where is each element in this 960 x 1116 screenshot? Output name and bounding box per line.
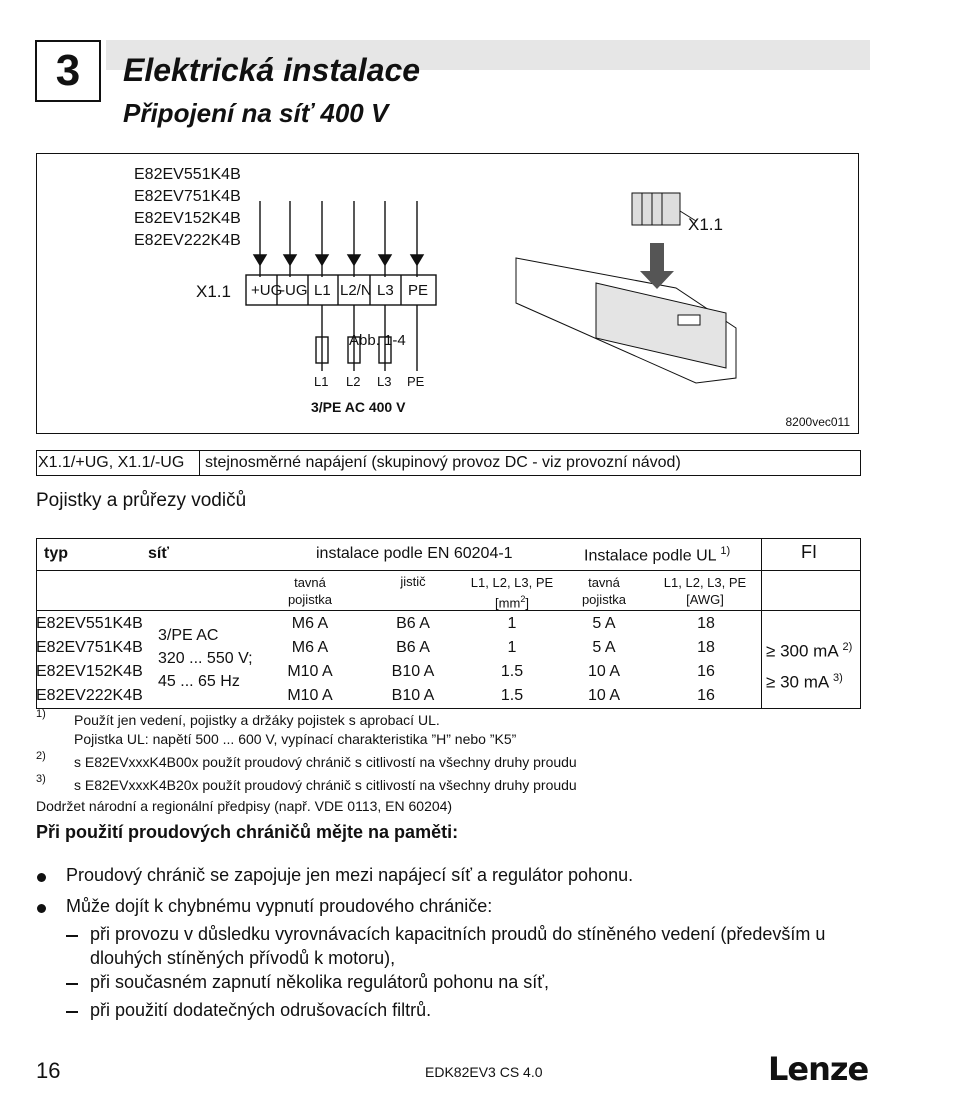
footnote-number: 3): [36, 773, 46, 785]
type-cell: E82EV751K4B: [36, 639, 143, 656]
connector-ref: X1.1: [688, 215, 723, 234]
network-line: 320 ... 550 V;: [158, 650, 253, 667]
footnote-text: s E82EVxxxK4B20x použít proudový chránič s citlivostí na všechny druhy proudu: [74, 777, 577, 793]
rcd-bullet: Může dojít k chybnému vypnutí proudového chrániče:: [66, 896, 493, 916]
phase-label: L2: [346, 374, 361, 389]
header-network: síť: [148, 545, 170, 562]
bullet-icon: [37, 873, 46, 882]
connector-name: X1.1: [196, 282, 231, 301]
subheader-ul-unit: [AWG]: [686, 592, 724, 607]
ul-fuse-column: [564, 612, 644, 708]
dash-icon: [66, 1011, 78, 1013]
terminal-label: PE: [408, 282, 429, 299]
fi-value: 30 mA: [780, 672, 829, 692]
phase-label: L3: [377, 374, 392, 389]
network-line: 45 ... 65 Hz: [158, 673, 240, 690]
rcd-bullet: Proudový chránič se zapojuje jen mezi napájecí síť a regulátor pohonu.: [66, 865, 634, 885]
fuse-cell: M6 A: [291, 615, 329, 632]
awg-cell: 16: [697, 687, 715, 704]
subheader-en-breaker: jistič: [400, 574, 426, 589]
figure-id: 8200vec011: [785, 415, 850, 429]
subheader-ul-section-text: L1, L2, L3, PE: [663, 575, 747, 590]
subheader-en-section-text: L1, L2, L3, PE: [470, 575, 554, 590]
mm2-cell: 1.5: [500, 687, 524, 704]
ul-fuse-cell: 5 A: [592, 639, 616, 656]
device-label: E82EV551K4B: [134, 166, 241, 183]
footnote-text: s E82EVxxxK4B00x použít proudový chránič s citlivostí na všechny druhy proudu: [74, 754, 577, 770]
mm2-cell: 1.5: [500, 663, 524, 680]
breaker-cell: B10 A: [391, 663, 435, 680]
terminal-label: +UG: [251, 282, 283, 299]
footnote-text: Použít jen vedení, pojistky a držáky pojistek s aprobací UL.: [74, 712, 440, 728]
gte-symbol: ≥: [766, 641, 776, 661]
terminal-label: L2/N: [340, 282, 372, 299]
rcd-dash-item-cont: dlouhých stíněných přívodů k motoru),: [90, 948, 396, 968]
terminal-note-key: X1.1/+UG, X1.1/-UG: [36, 450, 200, 476]
fi-sup: 2): [842, 641, 853, 653]
phase-label: L1: [314, 374, 329, 389]
unit-close: ]: [525, 595, 529, 611]
header-fi: FI: [801, 542, 817, 562]
mm2-cell: 1: [507, 615, 517, 632]
awg-cell: 16: [697, 663, 715, 680]
ul-fuse-cell: 10 A: [587, 663, 621, 680]
fuse-cell: M6 A: [291, 639, 329, 656]
network-cell: [158, 624, 253, 693]
chapter-number: 3: [35, 40, 101, 102]
section-title: Pojistky a průřezy vodičů: [36, 490, 247, 511]
fi-cell: [766, 634, 852, 665]
fuse-table: [36, 538, 861, 709]
header-ul-text: Instalace podle UL: [584, 547, 716, 565]
terminal-note-value: stejnosměrné napájení (skupinový provoz DC - viz provozní návod): [205, 454, 681, 471]
network-line: 3/PE AC: [158, 627, 219, 644]
fuse-cell: M10 A: [287, 687, 333, 704]
bullet-icon: [37, 904, 46, 913]
ul-fuse-cell: 5 A: [592, 615, 616, 632]
type-cell: E82EV551K4B: [36, 615, 143, 632]
rcd-title: Při použití proudových chráničů mějte na paměti:: [36, 822, 459, 842]
fi-sup: 3): [833, 671, 843, 684]
rcd-dash-item: při použití dodatečných odrušovacích filtrů.: [90, 1000, 432, 1020]
dash-icon: [66, 983, 78, 985]
chapter-title: Elektrická instalace: [123, 52, 421, 88]
terminal-label: L1: [314, 282, 331, 299]
footnote-number: 2): [36, 750, 46, 762]
phase-label: PE: [407, 374, 425, 389]
unit-text: [mm: [495, 595, 521, 611]
mm2-cell: 1: [507, 639, 517, 656]
breaker-column: [373, 612, 453, 708]
brand-logo: Lenze: [768, 1050, 869, 1088]
type-cell: E82EV222K4B: [36, 687, 143, 704]
terminal-label: -UG: [280, 282, 308, 299]
breaker-cell: B6 A: [396, 639, 430, 656]
rcd-dash-item: při provozu v důsledku vyrovnávacích kapacitních proudů do stíněného vedení (především u: [90, 924, 826, 944]
fi-value: 300 mA: [780, 641, 838, 661]
fi-cell: [766, 665, 852, 696]
subheader-en-unit: [452, 591, 572, 611]
document-id: EDK82EV3 CS 4.0: [425, 1064, 543, 1080]
subheader-en-fuse: tavná pojistka: [287, 575, 333, 607]
subheader-ul-section: [646, 574, 764, 608]
type-column: [36, 612, 143, 708]
footnote-number: 1): [36, 708, 46, 720]
awg-cell: 18: [697, 615, 715, 632]
dash-icon: [66, 935, 78, 937]
unit-sup: 2: [520, 594, 526, 604]
subheader-en-section: [452, 574, 572, 611]
header-typ: typ: [44, 545, 68, 562]
terminal-label: L3: [377, 282, 394, 299]
subheader-ul-fuse: tavná pojistka: [581, 575, 627, 607]
footnote-text: Pojistka UL: napětí 500 ... 600 V, vypínací charakteristika ”H” nebo ”K5”: [74, 731, 517, 747]
fi-column: [766, 634, 852, 695]
fuse-cell: M10 A: [287, 663, 333, 680]
device-label: E82EV222K4B: [134, 232, 241, 249]
breaker-cell: B6 A: [396, 615, 430, 632]
section-mm2-column: [472, 612, 552, 708]
wiring-diagram: [36, 153, 859, 434]
awg-cell: 18: [697, 639, 715, 656]
type-cell: E82EV152K4B: [36, 663, 143, 680]
breaker-cell: B10 A: [391, 687, 435, 704]
header-ul: [584, 545, 730, 565]
chapter-subtitle: Připojení na síť 400 V: [123, 98, 389, 128]
header-ul-sup: 1): [720, 545, 731, 557]
header-en: instalace podle EN 60204-1: [316, 545, 513, 562]
page-number: 16: [36, 1058, 61, 1083]
device-label: E82EV751K4B: [134, 188, 241, 205]
rcd-dash-item: při současném zapnutí několika regulátorů pohonu na síť,: [90, 972, 550, 992]
gte-symbol: ≥: [766, 672, 776, 692]
device-label: E82EV152K4B: [134, 210, 241, 227]
ul-fuse-cell: 10 A: [587, 687, 621, 704]
figure-caption: Abb. 1-4: [349, 332, 406, 349]
en-fuse-column: [270, 612, 350, 708]
regulation-note: Dodržet národní a regionální předpisy (např. VDE 0113, EN 60204): [36, 798, 453, 814]
awg-column: [666, 612, 746, 708]
supply-label: 3/PE AC 400 V: [311, 399, 406, 415]
